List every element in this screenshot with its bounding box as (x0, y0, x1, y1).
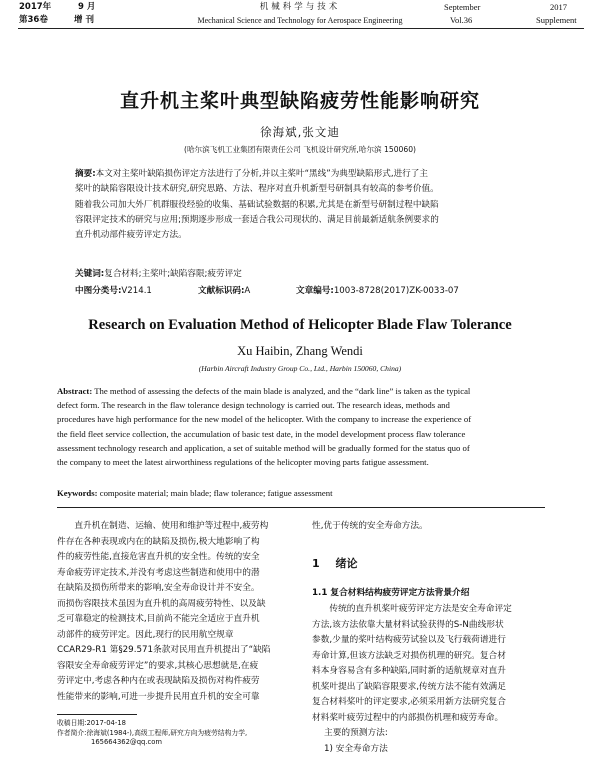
body-line: 容限安全寿命疲劳评定”的要求,其核心思想就是,在疲 (57, 660, 259, 671)
methods-label: 主要的预测方法: (324, 728, 388, 738)
body-line: 传统的直升机桨叶疲劳评定方法是安全寿命评定 (329, 604, 512, 614)
abstract-en (57, 384, 545, 469)
section-heading (312, 555, 358, 571)
footnote-received: 收稿日期:2017-04-18 (57, 719, 126, 727)
header-issue-cn: 增 刊 (74, 15, 94, 25)
abstract-en-line: defect form. The research in the flaw tolerance design technology is carried out. The research ideas, methods and (57, 400, 450, 411)
body-line: 在缺陷及损伤所带来的影响,安全寿命设计并不安全。 (57, 583, 260, 593)
abstract-cn-line: 容限评定技术的研究与应用;预期逐步形成一套适合我公司现状的、满足目前最新适航条例要求的 (75, 214, 439, 225)
body-line: 乏可靠稳定的检测技术,目前尚不能完全适应于直升机 (57, 614, 260, 624)
abstract-en-line: procedures have high performance for the new model of the helicopter. With the company to increase the experience of (57, 414, 472, 425)
abstract-en-label: Abstract: (57, 386, 93, 396)
body-line: 直升机在制造、运输、使用和维护等过程中,疲劳构 (74, 521, 269, 531)
footnote (57, 719, 302, 748)
clc-number: 中图分类号:V214.1 (75, 286, 152, 296)
right-paragraph (312, 602, 548, 757)
abstract-cn-line: 摘要:本文对主桨叶缺陷损伤评定方法进行了分析,并以主桨叶“黑线”为典型缺陷形式,进行了主 (75, 169, 428, 179)
abstract-en-line: the field fleet service collection, the accumulation of basic test date, in the model development process flaw tolerance (57, 428, 466, 439)
left-column (57, 519, 297, 705)
abstract-cn-line: 随着我公司加大外厂机群服役经验的收集、基础试验数据的积累,尤其是在新型号研制过程中缺陷 (75, 199, 439, 210)
header-year-en: 2017 (550, 2, 567, 12)
subsection-heading: 1.1 复合材料结构疲劳评定方法背景介绍 (312, 588, 470, 598)
footnote-author: 作者简介:徐海斌(1984-),高级工程师,研究方向为疲劳结构力学, (57, 728, 248, 737)
abstract-divider (57, 507, 545, 508)
body-line: 劳评定中,考虑各种内在或表现缺陷及损伤对构件疲劳 (57, 676, 260, 686)
abstract-cn-line: 直升机动部件疲劳评定方法。 (75, 230, 187, 241)
abstract-en-line: the company to meet the latest airworthiness regulations of the helicopter moving parts fatigue assessment. (57, 457, 429, 468)
abstract-en-line: Abstract: The method of assessing the defects of the main blade is analyzed, and the “dark line” is taken as the typical (57, 386, 471, 396)
affiliation-cn: (哈尔滨飞机工业集团有限责任公司 飞机设计研究所,哈尔滨 150060) (184, 145, 416, 154)
body-line: 动部件的疲劳评定。因此,现行的民用航空规章 (57, 629, 234, 640)
header-month-en: September (444, 2, 481, 12)
footnote-email: 165664362@qq.com (91, 738, 163, 746)
footnote-rule (57, 714, 137, 715)
header-volume-cn: 第36卷 (19, 15, 48, 25)
body-line: 寿命疲劳评定技术,并没有考虑这些制造和使用中的潜 (57, 567, 260, 578)
body-line: 机桨叶提出了缺陷容限要求,传统方法不能有效满足 (312, 681, 506, 692)
body-line: CCAR29-R1 第§29.571条款对民用直升机提出了“缺陷 (57, 645, 271, 655)
header-volume-en: Vol.36 (450, 15, 473, 25)
title-cn: 直升机主桨叶典型缺陷疲劳性能影响研究 (119, 90, 480, 112)
keywords-en (57, 488, 333, 498)
header-journal-cn: 机械科学与技术 (259, 2, 341, 12)
body-line: 件的疲劳性能,直接危害直升机的安全性。传统的安全 (57, 552, 260, 562)
method-item: 1) 安全寿命方法 (324, 743, 388, 754)
keywords-cn (75, 267, 242, 279)
header-journal-en: Mechanical Science and Technology for Aerospace Engineering (197, 16, 403, 25)
article-number: 文章编号:1003-8728(2017)ZK-0033-07 (296, 286, 459, 296)
keywords-cn-text: 复合材料;主桨叶;缺陷容限;疲劳评定 (104, 269, 242, 279)
document-code: 文献标识码:A (198, 286, 251, 296)
affiliation-en: (Harbin Aircraft Industry Group Co., Ltd., Harbin 150060, China) (198, 364, 402, 373)
body-line: 寿命计算,但该方法缺乏对损伤机理的研究。复合材 (312, 650, 506, 661)
right-column (312, 519, 548, 535)
header-rule (18, 28, 584, 29)
body-line: 方法,该方法依靠大量材料试验获得的S-N曲线形状 (312, 619, 504, 630)
body-line: 材料桨叶疲劳过程中的内部损伤机理和疲劳寿命。 (312, 712, 504, 723)
title-en: Research on Evaluation Method of Helicopter Blade Flaw Tolerance (88, 317, 512, 333)
body-line: 性能带来的影响,可进一步提升民用直升机的安全可靠 (57, 691, 260, 702)
header-month-cn: 9 月 (78, 2, 96, 12)
abstract-cn-label: 摘要: (75, 169, 96, 179)
header-year-cn: 2017年 (19, 2, 52, 12)
keywords-cn-label: 关键词: (75, 269, 105, 279)
authors-cn: 徐海斌,张文迪 (260, 125, 340, 139)
body-line: 而损伤容限技术虽因为直升机的高周疲劳特性、以及缺 (57, 598, 266, 609)
abstract-cn-line: 桨叶的缺陷容限设计技术研究,研究思路、方法、程序对直升机新型号研制具有较高的参考价值。 (75, 184, 439, 195)
header-issue-en: Supplement (536, 15, 577, 25)
keywords-en-label: Keywords: (57, 488, 98, 498)
body-line: 复合材料桨叶的评定要求,必须采用新方法研究复合 (312, 697, 506, 707)
section-number: 1 (312, 557, 320, 570)
continuation-line: 性,优于传统的安全寿命方法。 (312, 521, 428, 531)
authors-en: Xu Haibin, Zhang Wendi (237, 344, 363, 358)
section-title: 绪论 (335, 557, 358, 570)
abstract-en-line: assessment technology research and application, a set of suitable method will be gradually formed for the status quo of (57, 442, 470, 453)
keywords-en-text: composite material; main blade; flaw tolerance; fatigue assessment (99, 488, 333, 498)
body-line: 参数,少量的桨叶结构疲劳试验以及飞行载荷谱进行 (312, 635, 506, 645)
body-line: 件存在各种表现或内在的缺陷及损伤,极大地影响了构 (57, 536, 260, 547)
body-line: 料本身容易含有多种缺陷,同时新的适航规章对直升 (312, 666, 506, 676)
abstract-cn (75, 167, 530, 243)
